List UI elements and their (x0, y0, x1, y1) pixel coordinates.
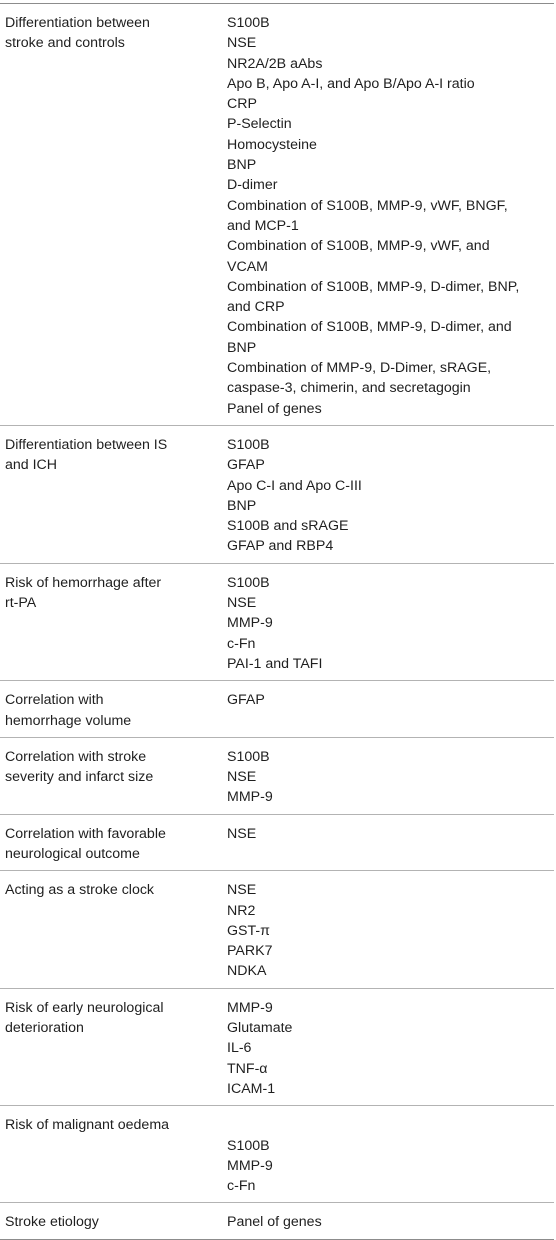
biomarker-entry (227, 941, 554, 961)
biomarker-text: MMP-9 (227, 615, 273, 632)
biomarker-text: GST-π (227, 922, 270, 939)
biomarker-text: caspase-3, chimerin, and secretagogin (227, 380, 471, 397)
condition-text: neurological outcome (5, 845, 140, 862)
condition-cell (0, 435, 227, 557)
biomarker-cell (227, 13, 554, 419)
biomarker-text: GFAP (227, 457, 265, 474)
biomarker-entry (227, 74, 554, 94)
biomarker-entry (227, 921, 554, 941)
condition-text: stroke and controls (5, 35, 125, 52)
biomarker-entry (227, 1059, 554, 1079)
table-row (0, 680, 554, 737)
biomarker-entry (227, 1018, 554, 1038)
condition-text: severity and infarct size (5, 769, 154, 786)
biomarker-text: S100B (227, 436, 270, 453)
biomarker-text: NSE (227, 595, 257, 612)
biomarker-text: GFAP and RBP4 (227, 538, 334, 555)
condition-text: rt-PA (5, 595, 37, 612)
condition-text: Correlation with stroke (5, 748, 147, 765)
biomarker-entry (227, 880, 554, 900)
biomarker-text: and MCP-1 (227, 217, 299, 234)
biomarker-entry (227, 236, 554, 277)
condition-cell (0, 1115, 227, 1196)
biomarker-entry (227, 13, 554, 33)
biomarker-entry (227, 1038, 554, 1058)
condition-cell (0, 747, 227, 808)
biomarker-text: S100B and sRAGE (227, 518, 349, 535)
biomarker-text: Combination of S100B, MMP-9, vWF, and (227, 238, 490, 255)
biomarker-text: Apo C-I and Apo C-III (227, 477, 362, 494)
biomarker-cell (227, 573, 554, 674)
biomarker-text: PARK7 (227, 943, 273, 960)
condition-text: Differentiation between IS (5, 436, 168, 453)
biomarker-entry (227, 593, 554, 613)
biomarker-entry (227, 901, 554, 921)
biomarker-text: NR2 (227, 902, 256, 919)
biomarker-text: Combination of S100B, MMP-9, D-dimer, BNP, (227, 278, 520, 295)
biomarker-entry (227, 1136, 554, 1156)
biomarker-text: D-dimer (227, 177, 278, 194)
biomarker-entry (227, 654, 554, 674)
biomarker-text: BNP (227, 157, 257, 174)
table-row (0, 988, 554, 1105)
condition-text: Differentiation between (5, 15, 150, 31)
biomarker-text (227, 1115, 554, 1135)
biomarker-text: Combination of S100B, MMP-9, vWF, BNGF, (227, 197, 508, 214)
biomarker-entry (227, 961, 554, 981)
biomarker-text: S100B (227, 748, 270, 765)
condition-text: and ICH (5, 457, 58, 474)
biomarker-cell (227, 998, 554, 1099)
biomarker-entry (227, 536, 554, 556)
biomarker-text: and CRP (227, 299, 285, 316)
biomarker-entry (227, 767, 554, 787)
table-row (0, 1202, 554, 1238)
biomarker-text: Combination of S100B, MMP-9, D-dimer, and (227, 319, 512, 336)
condition-text: Risk of malignant oedema (5, 1117, 170, 1134)
biomarker-text: IL-6 (227, 1040, 252, 1057)
table-row (0, 737, 554, 814)
biomarker-text: ICAM-1 (227, 1080, 276, 1097)
biomarker-text: GFAP (227, 692, 265, 709)
condition-text: Acting as a stroke clock (5, 882, 155, 899)
condition-text: Correlation with (5, 692, 104, 709)
biomarker-text: NSE (227, 825, 257, 842)
table-row (0, 870, 554, 987)
biomarker-cell (227, 747, 554, 808)
biomarker-cell (227, 690, 554, 731)
biomarker-entry (227, 94, 554, 114)
table-row (0, 425, 554, 563)
biomarker-text: Panel of genes (227, 400, 322, 417)
biomarker-entry (227, 175, 554, 195)
biomarker-text: BNP (227, 497, 257, 514)
biomarker-text: MMP-9 (227, 1157, 273, 1174)
biomarker-text: CRP (227, 96, 257, 113)
table-row (0, 814, 554, 871)
biomarker-entry (227, 54, 554, 74)
condition-cell (0, 998, 227, 1099)
biomarker-text: Homocysteine (227, 136, 317, 153)
biomarker-entry (227, 573, 554, 593)
condition-cell (0, 880, 227, 981)
biomarker-text: MMP-9 (227, 789, 273, 806)
biomarker-text: TNF-α (227, 1060, 268, 1077)
biomarker-entry (227, 634, 554, 654)
condition-cell (0, 1212, 227, 1232)
biomarker-entry (227, 317, 554, 358)
table-row (0, 563, 554, 680)
biomarker-entry (227, 1176, 554, 1196)
biomarker-cell (227, 880, 554, 981)
biomarker-entry (227, 1212, 554, 1232)
biomarker-text: Glutamate (227, 1020, 293, 1037)
biomarker-entry (227, 1079, 554, 1099)
biomarker-text: P-Selectin (227, 116, 292, 133)
biomarker-entry (227, 455, 554, 475)
biomarker-entry (227, 33, 554, 53)
biomarker-entry (227, 496, 554, 516)
biomarker-text: VCAM (227, 258, 268, 275)
biomarker-entry (227, 787, 554, 807)
biomarker-cell (227, 1115, 554, 1196)
biomarker-text: PAI-1 and TAFI (227, 655, 323, 672)
biomarker-entry (227, 358, 554, 399)
biomarker-text: NSE (227, 769, 257, 786)
biomarker-text: c-Fn (227, 1178, 256, 1195)
biomarker-entry (227, 998, 554, 1018)
biomarker-text: Combination of MMP-9, D-Dimer, sRAGE, (227, 360, 492, 377)
biomarker-entry (227, 476, 554, 496)
biomarker-entry (227, 747, 554, 767)
biomarker-entry (227, 435, 554, 455)
condition-text: Stroke etiology (5, 1214, 99, 1231)
biomarker-entry (227, 135, 554, 155)
biomarker-entry (227, 690, 554, 710)
biomarker-text: Apo B, Apo A-I, and Apo B/Apo A-I ratio (227, 75, 475, 92)
biomarker-text: S100B (227, 574, 270, 591)
biomarker-entry (227, 1115, 554, 1135)
condition-cell (0, 690, 227, 731)
condition-cell (0, 13, 227, 419)
biomarker-entry (227, 516, 554, 536)
condition-cell (0, 824, 227, 865)
biomarker-text: BNP (227, 339, 257, 356)
biomarker-text: Panel of genes (227, 1214, 322, 1231)
condition-text: hemorrhage volume (5, 712, 132, 729)
table-row (0, 4, 554, 425)
condition-cell (0, 573, 227, 674)
biomarker-text: NSE (227, 882, 257, 899)
biomarker-cell (227, 824, 554, 865)
biomarker-text: NR2A/2B aAbs (227, 55, 323, 72)
biomarker-cell (227, 435, 554, 557)
biomarker-text: NDKA (227, 963, 267, 980)
condition-text: Risk of hemorrhage after (5, 574, 162, 591)
biomarker-entry (227, 196, 554, 237)
biomarker-text: c-Fn (227, 635, 256, 652)
biomarker-cell (227, 1212, 554, 1232)
biomarker-entry (227, 613, 554, 633)
biomarker-text: S100B (227, 1137, 270, 1154)
table-row (0, 1105, 554, 1202)
condition-text: Correlation with favorable (5, 825, 166, 842)
biomarker-text: MMP-9 (227, 999, 273, 1016)
biomarker-entry (227, 277, 554, 318)
condition-text: Risk of early neurological (5, 999, 164, 1016)
biomarker-entry (227, 824, 554, 844)
condition-text: deterioration (5, 1020, 84, 1037)
biomarker-text: NSE (227, 35, 257, 52)
biomarker-entry (227, 1156, 554, 1176)
biomarker-entry (227, 399, 554, 419)
biomarker-table (0, 3, 554, 1240)
biomarker-entry (227, 155, 554, 175)
biomarker-text: S100B (227, 15, 270, 31)
biomarker-entry (227, 114, 554, 134)
